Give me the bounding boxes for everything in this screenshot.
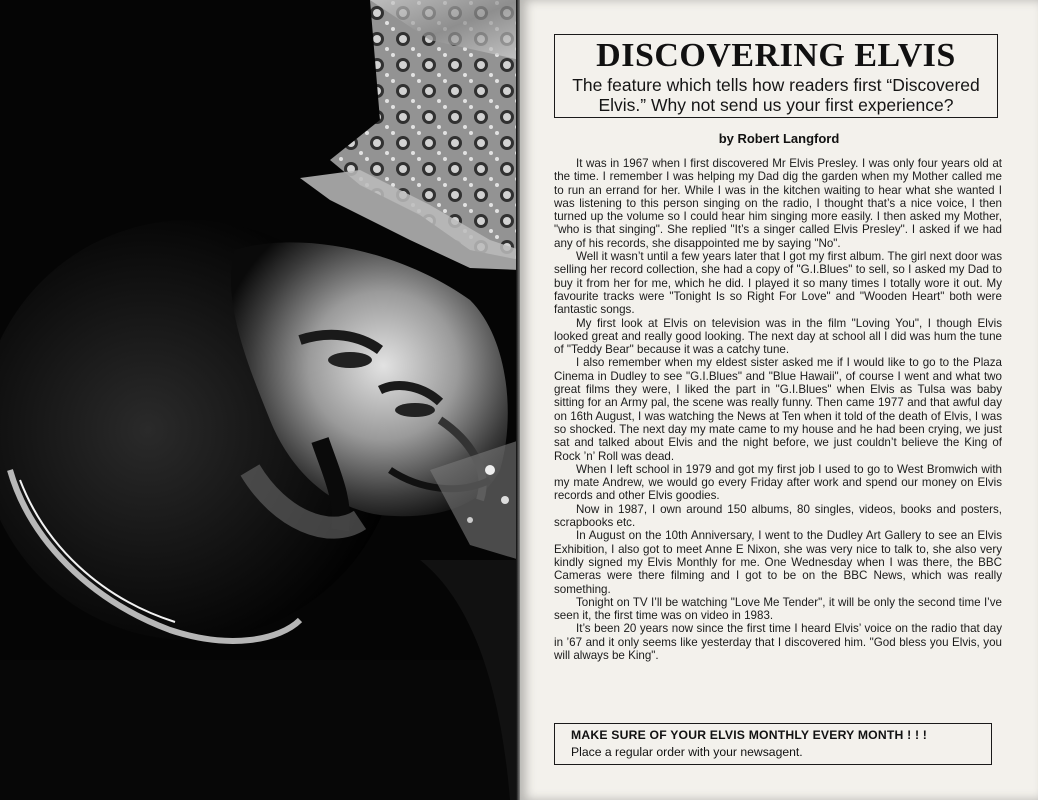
page-title: DISCOVERING ELVIS (596, 37, 956, 74)
article-paragraph: I also remember when my eldest sister asked me if I would like to go to the Plaza Cinema in Dudley to see "G.I.Blues" and "Blue Hawaii", of course I went and what two great films they were, I liked the part in "G.I.Blues" when Elvis as Tulsa was baby sitting for an Army pal, the scene was really funny. Then came 1977 and that awful day on 16th August, I was watching the News at Ten when it told of the death of Elvis, I was so shocked. The next day my mate came to my house and he had been crying, we just sat and talked about Elvis and the night before, we just couldn’t believe the King of Rock ’n’ Roll was dead. (554, 356, 1002, 463)
article-paragraph: Tonight on TV I’ll be watching "Love Me Tender", it will be only the second time I’ve seen it, the first time was on video in 1983. (554, 595, 1002, 623)
article-paragraph: Now in 1987, I own around 150 albums, 80 singles, videos, books and posters, scrapbooks etc. (554, 502, 1002, 530)
article-paragraph: It was in 1967 when I first discovered Mr Elvis Presley. I was only four years old at the time. I remember I was helping my Dad dig the garden when my Mother called me to run an errand for her. While I was in the kitchen waiting to hear what she wanted I was listening to this person singing on the radio, I thought that’s a nice voice, I then turned up the volume so I could hear him singing more easily. I then asked my Mother, "who is that singing". She replied "It’s a singer called Elvis Presley". I asked if we had any of his records, she disappointed me by saying "No". (554, 157, 1002, 250)
byline: by Robert Langford (718, 131, 840, 146)
article-paragraph: When I left school in 1979 and got my first job I used to go to West Bromwich with my mate Andrew, we would go every Friday after work and spend our money on Elvis records and other Elvis goodies. (554, 462, 1002, 503)
subscription-promo-box (554, 723, 992, 765)
article-paragraph: Well it wasn’t until a few years later that I got my first album. The girl next door was selling her record collection, she had a copy of "G.I.Blues" to sell, so I asked my Dad to buy it from her for me, which he did. I played it so many times I totally wore it out. My favourite tracks were "Tonight Is so Right For Love" and "Wooden Heart" both were fantastic songs. (554, 250, 1002, 317)
article-paragraph: My first look at Elvis on television was in the film "Loving You", I though Elvis looked great and really good looking. The next day at school all I did was hum the tune of "Teddy Bear" because it was a catchy tune. (554, 316, 1002, 357)
promo-headline: MAKE SURE OF YOUR ELVIS MONTHLY EVERY MONTH ! ! ! (571, 728, 928, 742)
promo-subline: Place a regular order with your newsagent. (571, 745, 803, 759)
article-body (554, 157, 1002, 662)
article-page (520, 0, 1038, 800)
article-paragraph: It’s been 20 years now since the first time I heard Elvis’ voice on the radio that day in ’67 and it only seems like yesterday that I discovered him. "God bless you Elvis, you will always be King". (554, 622, 1002, 662)
article-paragraph: In August on the 10th Anniversary, I went to the Dudley Art Gallery to see an Elvis Exhibition, I also got to meet Anne E Nixon, she was very nice to talk to, she also very kindly signed my Elvis Monthly for me. One Wednesday when I was there, the BBC Cameras were there filming and I got to be on the BBC News, which was really something. (554, 529, 1002, 596)
page-subtitle: The feature which tells how readers first “Discovered Elvis.” Why not send us your first experience? (572, 75, 980, 115)
title-box (554, 34, 998, 118)
